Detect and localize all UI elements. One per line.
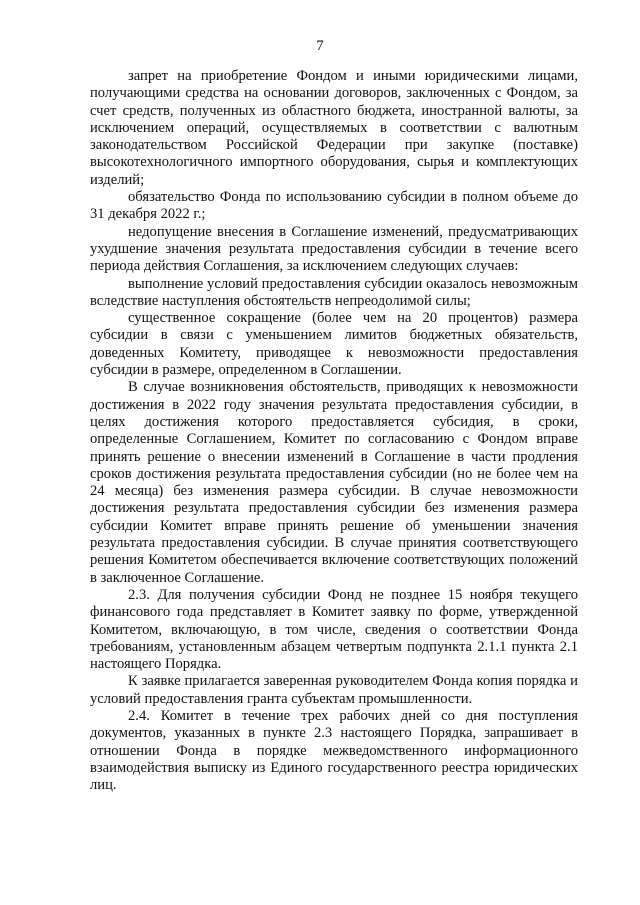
paragraph-subsidy-obligation: обязательство Фонда по использованию субсидии в полном объеме до 31 декабря 2022 г.; — [90, 189, 578, 223]
paragraph-2-4-registry: 2.4. Комитет в течение трех рабочих дней со дня поступления документов, указанных в пункте 2.3 настоящего Порядка, запрашивает в отношении Фонда в порядке межведомственного информационного взаимодействия выписку из Единого государственного реестра юридических лиц. — [90, 707, 578, 794]
document-body — [90, 68, 578, 794]
paragraph-2-3-application: 2.3. Для получения субсидии Фонд не позднее 15 ноября текущего финансового года представляет в Комитет заявку по форме, утвержденной Комитетом, включающую, в том числе, сведения о соответствии Фонда требованиям, установленным абзацем четвертым подпункта 2.1.1 пункта 2.1 настоящего Порядка. — [90, 586, 578, 673]
paragraph-force-majeure: выполнение условий предоставления субсидии оказалось невозможным вследствие наступления обстоятельств непреодолимой силы; — [90, 275, 578, 309]
paragraph-budget-reduction: существенное сокращение (более чем на 20 процентов) размера субсидии в связи с уменьшением лимитов бюджетных обязательств, доведенных Комитету, приводящее к невозможности предоставления субсидии в размере, определенном в Соглашении. — [90, 310, 578, 379]
paragraph-circumstances: В случае возникновения обстоятельств, приводящих к невозможности достижения в 2022 году значения результата предоставления субсидии, в целях достижения которого предоставляется субсидия, в сроки, определенные Соглашением, Комитет по согласованию с Фондом вправе принять решение о внесении изменений в Соглашение в части продления сроков достижения результата предоставления субсидии (но не более чем на 24 месяца) без изменения размера субсидии. В случае невозможности достижения результата предоставления субсидии без изменения размера субсидии Комитет вправе принять решение об уменьшении значения результата предоставления субсидии. В случае принятия соответствующего решения Комитетом обеспечивается включение соответствующих положений в заключенное Соглашение. — [90, 379, 578, 586]
page-number: 7 — [316, 38, 324, 54]
paragraph-currency-ban: запрет на приобретение Фондом и иными юридическими лицами, получающими средства на основании договоров, заключенных с Фондом, за счет средств, полученных из областного бюджета, иностранной валюты, за исключением операций, осуществляемых в соответствии с валютным законодательством Российской Федерации при закупке (поставке) высокотехнологичного импортного оборудования, сырья и комплектующих изделий; — [90, 68, 578, 188]
paragraph-attachment: К заявке прилагается заверенная руководителем Фонда копия порядка и условий предоставления гранта субъектам промышленности. — [90, 673, 578, 707]
paragraph-no-amendments: недопущение внесения в Соглашение изменений, предусматривающих ухудшение значения результата предоставления субсидии в течение всего периода действия Соглашения, за исключением следующих случаев: — [90, 223, 578, 275]
